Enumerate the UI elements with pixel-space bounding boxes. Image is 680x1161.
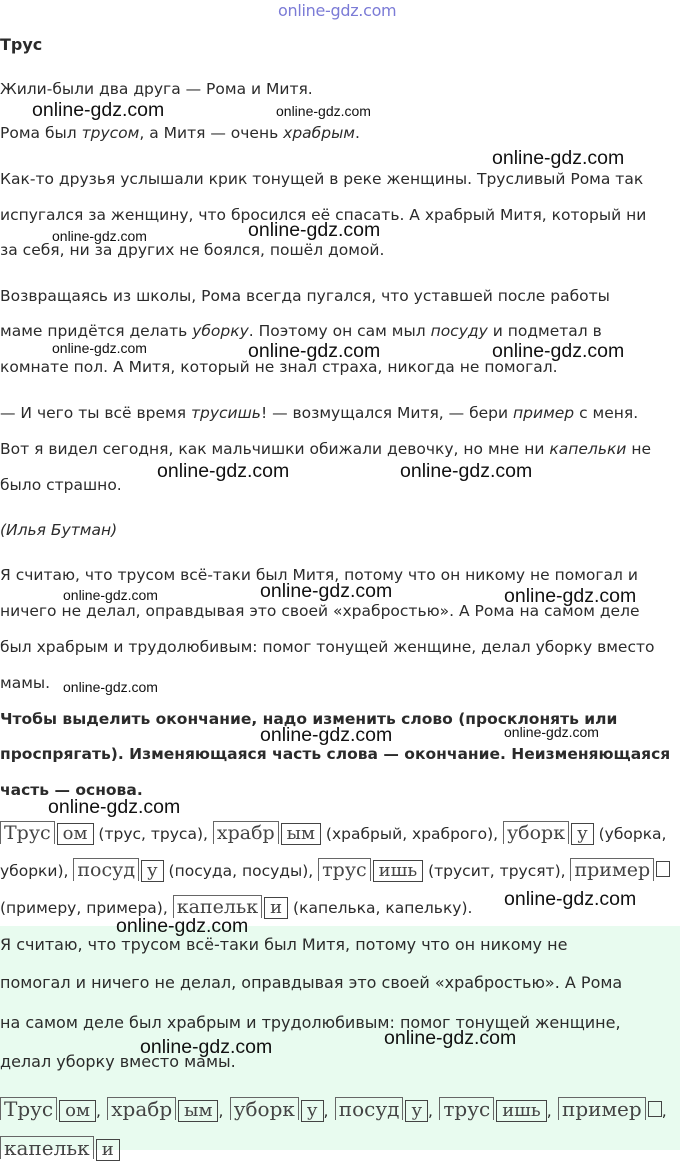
watermark: online-gdz.com [492,147,625,169]
word-ending: у [571,823,594,845]
watermark: online-gdz.com [63,679,158,695]
watermark: online-gdz.com [400,460,533,482]
word-root: посуд [73,858,139,881]
word-ending: ишь [496,1100,547,1122]
story-line: Вот я видел сегодня, как мальчишки обижали девочку, но мне ни капельки не [0,440,651,458]
word-forms: (трус, труса), [93,825,213,843]
answer-line: мамы. [0,674,51,692]
watermark: online-gdz.com [504,724,599,740]
morph-line-2 [0,858,670,882]
word-ending: ым [178,1100,218,1122]
story-title: Трус [0,35,43,54]
story-line: Возвращаясь из школы, Рома всегда пугался, что уставшей после работы [0,287,610,305]
word-root: трус [318,858,371,881]
story-line: Рома был трусом, а Митя — очень храбрым. [0,124,360,142]
story-line: Как-то друзья услышали крик тонущей в реке женщины. Трусливый Рома так [0,170,644,188]
word-ending: и [96,1139,120,1161]
final-line: Я считаю, что трусом всё-таки был Митя, потому что он никому не [0,935,568,954]
word-forms: (трусит, трусят), [423,862,571,880]
final-morph-line-2 [0,1136,120,1161]
story-author: (Илья Бутман) [0,521,118,539]
watermark: online-gdz.com [52,340,147,356]
zero-ending [656,861,670,877]
word-forms: (уборка, [593,825,667,843]
watermark: online-gdz.com [504,888,637,910]
comma: , [546,1102,552,1120]
word-root: уборк [230,1097,299,1120]
rule-line: проспрягать). Изменяющаяся часть слова — окончание. Неизменяющаяся [0,745,671,763]
word-forms: (посуда, посуды), [163,862,319,880]
word-forms: (примеру, примера), [0,899,173,917]
watermark: online-gdz.com [260,724,393,746]
watermark: online-gdz.com [248,340,381,362]
comma: , [218,1102,224,1120]
word-ending: ишь [373,860,424,882]
watermark: online-gdz.com [32,99,165,121]
story-line: комнате пол. А Митя, который не знал страха, никогда не помогал. [0,358,558,376]
watermark: online-gdz.com [140,1036,273,1058]
watermark: online-gdz.com [157,460,290,482]
answer-line: был храбрым и трудолюбивым: помог тонущей женщине, делал уборку вместо [0,638,655,656]
word-root: капельк [173,895,262,918]
zero-ending [648,1101,662,1117]
rule-line: часть — основа. [0,781,143,799]
story-line: маме придётся делать уборку. Поэтому он сам мыл посуду и подметал в [0,322,602,340]
word-root: Трус [0,1097,57,1120]
story-line: за себя, ни за других не боялся, пошёл домой. [0,241,385,259]
word-root: трус [439,1097,494,1120]
watermark: online-gdz.com [260,580,393,602]
answer-line: ничего не делал, оправдывая это своей «храбростью». А Рома на самом деле [0,602,640,620]
word-root: капельк [0,1136,94,1159]
story-line: было страшно. [0,476,122,494]
word-root: посуд [335,1097,404,1120]
word-forms: (капелька, капельку). [288,899,473,917]
final-line: делал уборку вместо мамы. [0,1052,236,1071]
word-ending: ом [57,823,94,845]
watermark: online-gdz.com [248,219,381,241]
watermark: online-gdz.com [384,1027,517,1049]
watermark: online-gdz.com [504,585,637,607]
word-root: пример [558,1097,646,1120]
morph-line-1 [0,821,667,845]
final-morph-line-1 [0,1097,667,1122]
word-root: уборк [503,821,569,844]
comma: , [323,1102,329,1120]
word-ending: у [141,860,164,882]
story-line: — И чего ты всё время трусишь! — возмущался Митя, — бери пример с меня. [0,404,639,422]
word-root: пример [570,858,654,881]
watermark: online-gdz.com [48,796,181,818]
watermark-top: online-gdz.com [278,1,397,20]
word-forms: уборки), [0,862,74,880]
word-ending: и [264,897,288,919]
comma: , [428,1102,433,1120]
word-ending: ом [59,1100,96,1122]
word-root: храбр [107,1097,176,1120]
watermark: online-gdz.com [276,103,371,119]
word-forms: (храбрый, храброго), [321,825,503,843]
final-line: на самом деле был храбрым и трудолюбивым: помог тонущей женщине, [0,1013,621,1032]
watermark: online-gdz.com [492,340,625,362]
word-root: Трус [0,821,55,844]
word-ending: у [301,1100,324,1122]
final-line: помогал и ничего не делал, оправдывая это своей «храбростью». А Рома [0,973,623,992]
word-ending: ым [281,823,321,845]
word-root: храбр [213,821,279,844]
answer-line: Я считаю, что трусом всё-таки был Митя, потому что он никому не помогал и [0,566,638,584]
story-line: Жили-были два друга — Рома и Митя. [0,80,313,98]
comma: , [95,1102,101,1120]
comma: , [661,1102,667,1120]
watermark: online-gdz.com [52,228,147,244]
word-ending: у [405,1100,428,1122]
story-line: испугался за женщину, что бросился её спасать. А храбрый Митя, который ни [0,206,647,224]
watermark: online-gdz.com [63,587,158,603]
rule-line: Чтобы выделить окончание, надо изменить слово (просклонять или [0,710,618,728]
watermark: online-gdz.com [116,915,249,937]
